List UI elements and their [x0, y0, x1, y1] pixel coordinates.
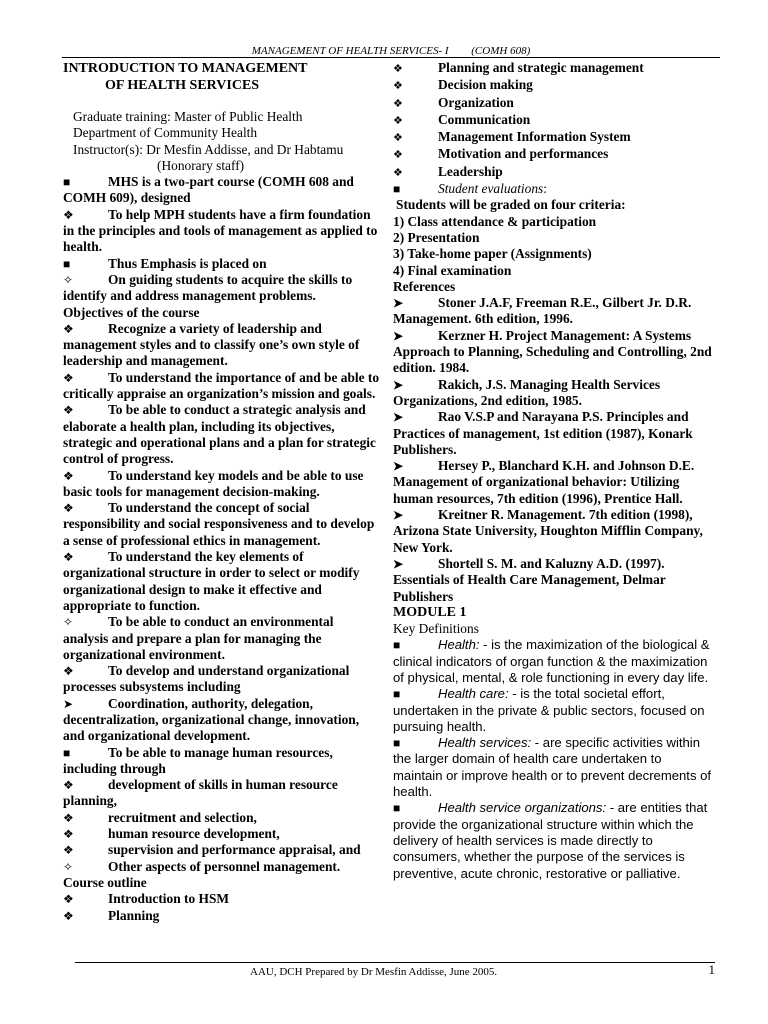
diamond-bullet-icon: ❖ [393, 114, 403, 127]
definition-term: Health services: [438, 735, 532, 751]
instructor-note: (Honorary staff) [157, 157, 245, 173]
bullet-item [63, 174, 381, 207]
square-bullet-icon: ■ [393, 687, 401, 702]
outline-item-text: Communication [438, 111, 531, 127]
diamond-bullet-icon: ❖ [63, 321, 74, 336]
reference-text: Kreitner R. Management. 7th edition (1998), Arizona State University, Houghton Mifflin Company, New York. [393, 507, 703, 555]
square-bullet-icon: ■ [63, 256, 71, 271]
diamond-bullet-icon: ❖ [393, 132, 403, 145]
program-info: Graduate training: Master of Public Health [73, 109, 303, 124]
square-bullet-icon: ■ [63, 745, 71, 760]
arrow-bullet-icon: ➤ [393, 296, 404, 311]
outline-item [393, 129, 713, 146]
definitions-list [393, 637, 713, 881]
bullet-item [63, 549, 381, 614]
definition-item [393, 800, 713, 881]
header-course-title: MANAGEMENT OF HEALTH SERVICES- I [251, 45, 449, 57]
references-list [393, 295, 713, 605]
left-column [63, 60, 381, 924]
definition-text: - is the maximization of the biological & clinical indicators of organ function & the maximization of physical, mental, & role functioning in every day life. [393, 637, 710, 685]
arrow-bullet-icon: ➤ [393, 556, 404, 571]
outline-item-text: Motivation and performances [438, 146, 609, 162]
right-column [393, 60, 713, 882]
reference-text: Rao V.S.P and Narayana P.S. Principles and Practices of management, 1st edition (1987), Konark Publishers. [393, 409, 693, 457]
diamond-bullet-icon: ❖ [393, 63, 403, 75]
criteria-intro: Students will be graded on four criteria: [396, 197, 626, 213]
course-description-list [63, 174, 381, 924]
outline-item [393, 164, 713, 181]
square-bullet-icon: ■ [393, 638, 401, 653]
page-number: 1 [708, 962, 715, 977]
criterion-item: 1) Class attendance & participation [393, 213, 597, 229]
criterion-item: 2) Presentation [393, 229, 480, 245]
bullet-item [63, 826, 381, 842]
arrow-bullet-icon: ➤ [393, 410, 404, 425]
reference-item [393, 377, 713, 410]
bullet-item [63, 908, 381, 924]
bullet-item [63, 272, 381, 305]
diamond-bullet-icon: ❖ [393, 80, 403, 93]
reference-item [393, 409, 713, 458]
bullet-text: On guiding students to acquire the skills to identify and address management problems. [63, 271, 353, 304]
bullet-item [63, 500, 381, 549]
footer-credit: AAU, DCH Prepared by Dr Mesfin Addisse, June 2005. [250, 966, 498, 978]
bullet-item [63, 859, 381, 875]
diamond-bullet-icon: ❖ [63, 810, 74, 825]
section-label [63, 875, 381, 891]
square-bullet-icon: ■ [393, 736, 401, 751]
diamond-bullet-icon: ❖ [63, 403, 74, 418]
bullet-text: supervision and performance appraisal, and [108, 842, 361, 858]
reference-text: Kerzner H. Project Management: A Systems Approach to Planning, Scheduling and Controlling, 2nd edition. 1984. [393, 327, 712, 376]
document-title-line2: OF HEALTH SERVICES [105, 78, 260, 93]
bullet-item [63, 745, 381, 778]
diamond-bullet-icon: ❖ [393, 166, 403, 179]
definition-item [393, 637, 713, 686]
outline-item [393, 95, 713, 112]
square-bullet-icon: ■ [393, 182, 401, 197]
bullet-item [63, 207, 381, 256]
reference-text: Stoner J.A.F, Freeman R.E., Gilbert Jr. D.R. Management. 6th edition, 1996. [393, 295, 692, 327]
outline-item-text: Leadership [438, 163, 503, 179]
bullet-item [63, 321, 381, 370]
bullet-item [63, 663, 381, 696]
diamond-bullet-icon: ❖ [393, 97, 403, 110]
bullet-item [63, 842, 381, 858]
bullet-text: MHS is a two-part course (COMH 608 and COMH 609), designed [63, 174, 354, 206]
bullet-text: Thus Emphasis is placed on [108, 255, 267, 271]
square-bullet-icon: ■ [63, 175, 71, 190]
page-footer [75, 962, 715, 978]
diamond-bullet-icon: ❖ [63, 468, 74, 483]
references-heading: References [393, 278, 456, 294]
bullet-text: Course outline [63, 874, 147, 890]
definition-term: Health service organizations: [438, 800, 607, 816]
definition-text: - are entities that provide the organizational structure within which the delivery of health services is made directly to consumers, whether the purpose of the services is preventive, acute chronic, restorative or palliative. [393, 800, 708, 881]
diamond-bullet-icon: ❖ [63, 892, 74, 907]
bullet-item [63, 402, 381, 467]
arrow-bullet-icon: ➤ [63, 696, 74, 711]
bullet-text: development of skills in human resource planning, [63, 777, 338, 809]
bullet-item [63, 696, 381, 745]
definition-item [393, 686, 713, 735]
evaluation-heading: ■ Student evaluations: [393, 181, 547, 197]
diamond-bullet-icon: ❖ [63, 664, 74, 679]
diamond-bullet-icon: ❖ [63, 207, 74, 222]
bullet-text: To help MPH students have a firm foundation in the principles and tools of management as applied to health. [63, 206, 378, 255]
section-label [63, 305, 381, 321]
bullet-text: Other aspects of personnel management. [108, 858, 341, 874]
reference-item [393, 507, 713, 556]
diamond-bullet-icon: ❖ [63, 778, 74, 793]
diamond-bullet-icon: ❖ [63, 370, 74, 385]
outline-item-text: Management Information System [438, 129, 631, 145]
arrow-bullet-icon: ➤ [393, 328, 404, 343]
bullet-item [63, 777, 381, 810]
bullet-text: To be able to conduct a strategic analysis and elaborate a health plan, including its objectives, strategic and operational plans and a plan for strategic control of progress. [63, 402, 376, 467]
criterion-item: 3) Take-home paper (Assignments) [393, 246, 592, 262]
bullet-item [63, 468, 381, 501]
bullet-text: Recognize a variety of leadership and management styles and to classify one’s own style of leadership and management. [63, 320, 360, 369]
outline-diamond-bullet-icon: ✧ [63, 859, 74, 874]
criteria-list [393, 214, 713, 279]
diamond-bullet-icon: ❖ [63, 908, 74, 923]
bullet-text: To understand key models and be able to use basic tools for management decision-making. [63, 467, 364, 499]
outline-diamond-bullet-icon: ✧ [63, 615, 74, 630]
document-title: INTRODUCTION TO MANAGEMENT [63, 61, 308, 76]
diamond-bullet-icon: ❖ [63, 550, 74, 565]
bullet-text: Objectives of the course [63, 304, 200, 320]
outline-item [393, 146, 713, 163]
bullet-text: human resource development, [108, 826, 280, 842]
arrow-bullet-icon: ➤ [393, 508, 404, 523]
department-info: Department of Community Health [73, 125, 258, 141]
running-header [62, 45, 720, 58]
instructor-info: Instructor(s): Dr Mesfin Addisse, and Dr Habtamu [73, 141, 344, 157]
definition-text: - are specific activities within the larger domain of health care undertaken to maintain or improve health or to prevent decrements of health. [393, 735, 712, 800]
module-heading: MODULE 1 [393, 604, 467, 620]
key-definitions-heading: Key Definitions [393, 621, 479, 637]
bullet-text: To be able to conduct an environmental analysis and prepare a plan for managing the organizational environment. [63, 614, 334, 662]
outline-item-text: Decision making [438, 77, 533, 93]
bullet-item [63, 614, 381, 663]
bullet-item [63, 370, 381, 403]
bullet-item [63, 256, 381, 272]
reference-text: Rakich, J.S. Managing Health Services Organizations, 2nd edition, 1985. [393, 376, 661, 408]
outline-item [393, 77, 713, 94]
outline-diamond-bullet-icon: ✧ [63, 272, 74, 287]
header-course-code: (COMH 608) [471, 45, 531, 57]
bullet-text: To develop and understand organizational processes subsystems including [63, 663, 350, 695]
criterion-item: 4) Final examination [393, 262, 512, 278]
diamond-bullet-icon: ❖ [63, 843, 74, 858]
outline-item-text: Planning and strategic management [438, 60, 644, 75]
definition-term: Health care: [438, 686, 509, 702]
reference-item [393, 458, 713, 507]
bullet-text: Planning [108, 907, 160, 923]
bullet-item [63, 891, 381, 907]
bullet-item [63, 810, 381, 826]
bullet-text: Coordination, authority, delegation, decentralization, organizational change, innovation, and organizational development. [63, 695, 360, 744]
reference-item [393, 295, 713, 328]
definition-item [393, 735, 713, 800]
bullet-text: recruitment and selection, [108, 809, 257, 825]
reference-item [393, 328, 713, 377]
bullet-text: Introduction to HSM [108, 891, 230, 907]
reference-text: Shortell S. M. and Kaluzny A.D. (1997). Essentials of Health Care Management, Delmar Publishers [393, 555, 666, 604]
outline-item-text: Organization [438, 94, 514, 110]
outline-item [393, 112, 713, 129]
square-bullet-icon: ■ [393, 801, 401, 816]
outline-item [393, 60, 713, 77]
course-outline-continued [393, 60, 713, 181]
bullet-text: To understand the importance of and be able to critically appraise an organization’s mission and goals. [63, 369, 380, 402]
reference-text: Hersey P., Blanchard K.H. and Johnson D.E. Management of organizational behavior: Utilizing human resources, 7th edition (1996), Prentice Hall. [393, 458, 695, 506]
diamond-bullet-icon: ❖ [63, 827, 74, 842]
arrow-bullet-icon: ➤ [393, 459, 404, 474]
bullet-text: To understand the concept of social responsibility and social responsiveness and to develop a sense of professional ethics in management. [63, 500, 375, 548]
bullet-text: To understand the key elements of organizational structure in order to select or modify organizational design to make it effective and appropriate to function. [63, 549, 360, 613]
definition-term: Health: [438, 637, 480, 653]
arrow-bullet-icon: ➤ [393, 377, 404, 392]
diamond-bullet-icon: ❖ [63, 501, 74, 516]
definition-text: - is the total societal effort, undertaken in the private & public sectors, focused on pursuing health. [393, 686, 705, 734]
bullet-text: To be able to manage human resources, including through [63, 744, 333, 776]
diamond-bullet-icon: ❖ [393, 149, 403, 162]
reference-item [393, 556, 713, 605]
